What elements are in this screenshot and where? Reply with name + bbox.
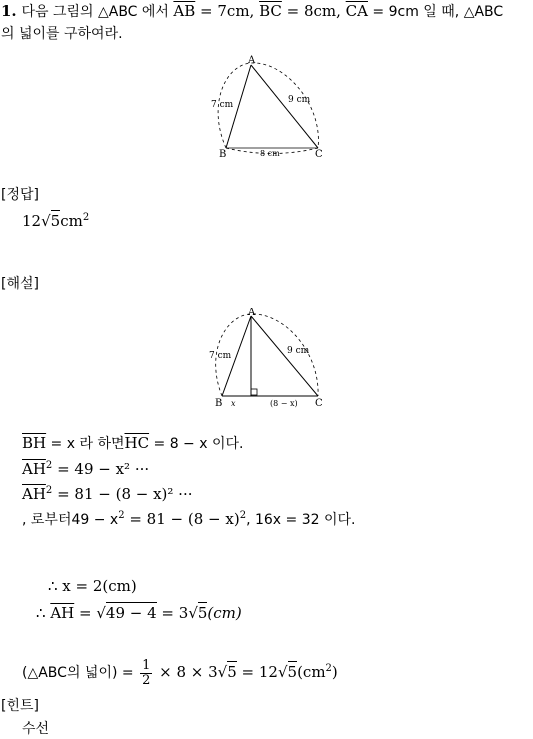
unit: (cm) [207,604,242,622]
vertex-c-label: C [315,398,323,409]
vertex-a-label: A [248,308,256,318]
line2-rest: = 49 − x² ··· [52,460,150,478]
mid: × 8 × 3 [154,663,218,681]
segment-ah: $\overline{AH}$ [22,485,46,503]
segment-ca: $\overline{CA}$ [345,2,368,20]
line3-rest: = 81 − (8 − x)² ··· [52,485,193,503]
therefore: ∴ [36,604,51,622]
right-angle-mark [251,389,257,395]
explanation-line-6 [36,604,242,622]
segment-bc: $\overline{BC}$ [259,2,282,20]
explanation-line-2 [22,460,149,478]
segment-hc: $\overline{HC}$ [124,434,150,452]
bh-label: x [231,399,236,408]
line4-end: , 16x = 32 이다. [246,512,356,528]
fraction-half [140,659,152,688]
denominator: 2 [142,672,151,688]
sqrt-sign: √ [277,663,288,681]
segment-ah: $\overline{AH}$ [50,604,75,622]
bc-value: = 8cm, [281,2,346,20]
answer-exp: 2 [82,212,90,223]
line1-mid: = x 라 하면 [46,436,125,452]
answer-radicand: 5 [50,212,61,230]
explanation-line-3 [22,485,193,503]
ab-value: = 7cm, [195,2,260,20]
explanation-line-7 [22,657,338,688]
eq: = 12 [236,663,278,681]
hc-label: (8 − x) [270,399,298,408]
close-paren: ) [331,663,338,681]
hint-text: 수선 [22,721,50,737]
sqrt-sign: √ [96,604,106,622]
vertex-b-label: B [219,149,227,160]
line2-exp: 2 [45,460,53,471]
answer-value [22,212,89,230]
eq2: = 3 [156,604,189,622]
side-ac-label: 9 cm [288,95,311,105]
rad2: 5 [287,663,298,681]
ca-value: = 9cm 일 때, △ABC [367,4,504,20]
explanation-line-1 [22,434,243,453]
answer-coef: 12 [22,212,42,230]
answer-header: [정답] [1,187,39,203]
side-ab-label: 7 cm [209,351,232,361]
line4-exp: 2 [118,510,125,521]
sqrt-sign: √ [188,604,198,622]
triangle-figure-2 [205,308,335,413]
answer-unit: cm [60,212,83,230]
vertex-c-label: C [315,149,323,160]
line4-mid: = 81 − (8 − x) [124,510,240,528]
eq: = [74,604,97,622]
line3-exp: 2 [45,485,53,496]
problem-line-1 [1,2,503,21]
problem-line-2: 의 넓이를 구하여라. [1,26,123,42]
line4-exp2: 2 [239,510,247,521]
numerator: 1 [142,657,151,673]
explanation-header: [해설] [1,276,39,292]
area-label: (△ABC의 넓이) = [22,665,139,681]
side-ac [251,316,318,396]
problem-text: 다음 그림의 △ABC 에서 [21,4,174,20]
radicand2: 5 [197,604,208,622]
unit: (cm [297,663,326,681]
segment-bh: $\overline{BH}$ [22,434,47,452]
explanation-line-4 [22,510,355,529]
unit-exp: 2 [325,663,332,674]
side-ab-label: 7 cm [211,100,234,110]
hint-header: [힌트] [1,698,39,714]
sqrt-sign: √ [41,212,51,230]
radicand: 49 − 4 [105,604,157,622]
rad1: 5 [227,663,237,681]
side-ac-label: 9 cm [287,346,310,356]
explanation-line-5: ∴ x = 2(cm) [48,577,137,595]
side-ac [251,65,318,148]
line4-prefix: , 로부터49 − x [22,512,119,528]
segment-ah: $\overline{AH}$ [22,460,46,478]
vertex-a-label: A [248,55,256,66]
side-bc-label: 8 cm [260,149,280,158]
sqrt-sign: √ [217,663,228,681]
line1-end: = 8 − x 이다. [149,436,244,452]
segment-ab: $\overline{AB}$ [173,2,196,20]
triangle-figure-1 [205,55,335,160]
problem-number: 1. [1,2,17,20]
vertex-b-label: B [215,398,223,409]
